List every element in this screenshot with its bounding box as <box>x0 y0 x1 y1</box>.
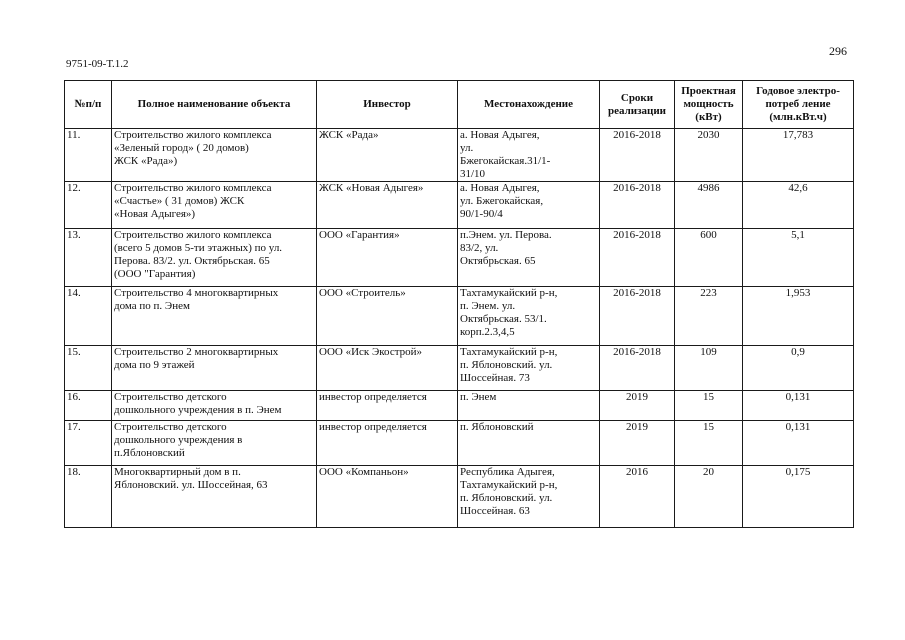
location: Республика Адыгея, Тахтамукайский р-н, п. Яблоновский. ул. Шоссейная. 63 <box>458 466 600 528</box>
investor: ЖСК «Новая Адыгея» <box>317 182 458 229</box>
table-row <box>65 421 854 466</box>
period: 2016-2018 <box>600 229 675 287</box>
investor: инвестор определяется <box>317 421 458 466</box>
table-row <box>65 287 854 346</box>
consumption: 0,131 <box>743 391 854 421</box>
power: 223 <box>675 287 743 346</box>
col-header-period: Сроки реализации <box>600 81 675 129</box>
period: 2016-2018 <box>600 287 675 346</box>
row-number: 11. <box>65 129 112 182</box>
investor: ООО «Строитель» <box>317 287 458 346</box>
col-header-power: Проектная мощность (кВт) <box>675 81 743 129</box>
power: 4986 <box>675 182 743 229</box>
consumption: 0,175 <box>743 466 854 528</box>
object-name: Строительство 2 многоквартирных дома по 9 этажей <box>112 346 317 391</box>
row-number: 17. <box>65 421 112 466</box>
table-header-row <box>65 81 854 129</box>
table-row <box>65 182 854 229</box>
row-number: 12. <box>65 182 112 229</box>
document-code: 9751-09-Т.1.2 <box>66 58 129 70</box>
location: Тахтамукайский р-н, п. Яблоновский. ул. Шоссейная. 73 <box>458 346 600 391</box>
period: 2019 <box>600 421 675 466</box>
col-header-investor: Инвестор <box>317 81 458 129</box>
table-row <box>65 229 854 287</box>
row-number: 14. <box>65 287 112 346</box>
object-name: Многоквартирный дом в п. Яблоновский. ул. Шоссейная, 63 <box>112 466 317 528</box>
location: п. Яблоновский <box>458 421 600 466</box>
power: 15 <box>675 391 743 421</box>
power: 20 <box>675 466 743 528</box>
object-name: Строительство 4 многоквартирных дома по п. Энем <box>112 287 317 346</box>
period: 2016-2018 <box>600 182 675 229</box>
power: 2030 <box>675 129 743 182</box>
investor: ООО «Компаньон» <box>317 466 458 528</box>
table-row <box>65 129 854 182</box>
row-number: 13. <box>65 229 112 287</box>
object-name: Строительство детского дошкольного учреждения в п. Энем <box>112 391 317 421</box>
investor: ЖСК «Рада» <box>317 129 458 182</box>
location: а. Новая Адыгея, ул. Бжегокайская, 90/1-90/4 <box>458 182 600 229</box>
consumption: 1,953 <box>743 287 854 346</box>
object-name: Строительство жилого комплекса «Счастье» ( 31 домов) ЖСК «Новая Адыгея») <box>112 182 317 229</box>
period: 2016 <box>600 466 675 528</box>
location: п.Энем. ул. Перова. 83/2, ул. Октябрьская. 65 <box>458 229 600 287</box>
col-header-name: Полное наименование объекта <box>112 81 317 129</box>
period: 2016-2018 <box>600 346 675 391</box>
object-name: Строительство жилого комплекса (всего 5 домов 5-ти этажных) по ул. Перова. 83/2. ул. Октябрьская. 65 (ООО "Гарантия) <box>112 229 317 287</box>
investor: ООО «Иск Экострой» <box>317 346 458 391</box>
power: 109 <box>675 346 743 391</box>
location: а. Новая Адыгея, ул. Бжегокайская.31/1- 31/10 <box>458 129 600 182</box>
location: п. Энем <box>458 391 600 421</box>
consumption: 0,9 <box>743 346 854 391</box>
consumption: 42,6 <box>743 182 854 229</box>
period: 2019 <box>600 391 675 421</box>
investor: ООО «Гарантия» <box>317 229 458 287</box>
row-number: 16. <box>65 391 112 421</box>
object-name: Строительство детского дошкольного учреждения в п.Яблоновский <box>112 421 317 466</box>
row-number: 18. <box>65 466 112 528</box>
table-row <box>65 391 854 421</box>
consumption: 17,783 <box>743 129 854 182</box>
row-number: 15. <box>65 346 112 391</box>
col-header-consumption: Годовое электро-потреб ление (млн.кВт.ч) <box>743 81 854 129</box>
table-row <box>65 346 854 391</box>
location: Тахтамукайский р-н, п. Энем. ул. Октябрьская. 53/1. корп.2.3,4,5 <box>458 287 600 346</box>
power: 600 <box>675 229 743 287</box>
consumption: 5,1 <box>743 229 854 287</box>
col-header-location: Местонахождение <box>458 81 600 129</box>
consumption: 0,131 <box>743 421 854 466</box>
table-row <box>65 466 854 528</box>
investor: инвестор определяется <box>317 391 458 421</box>
period: 2016-2018 <box>600 129 675 182</box>
objects-table <box>64 80 854 528</box>
power: 15 <box>675 421 743 466</box>
object-name: Строительство жилого комплекса «Зеленый город» ( 20 домов) ЖСК «Рада») <box>112 129 317 182</box>
page-number: 296 <box>829 44 847 58</box>
col-header-num: №п/п <box>65 81 112 129</box>
